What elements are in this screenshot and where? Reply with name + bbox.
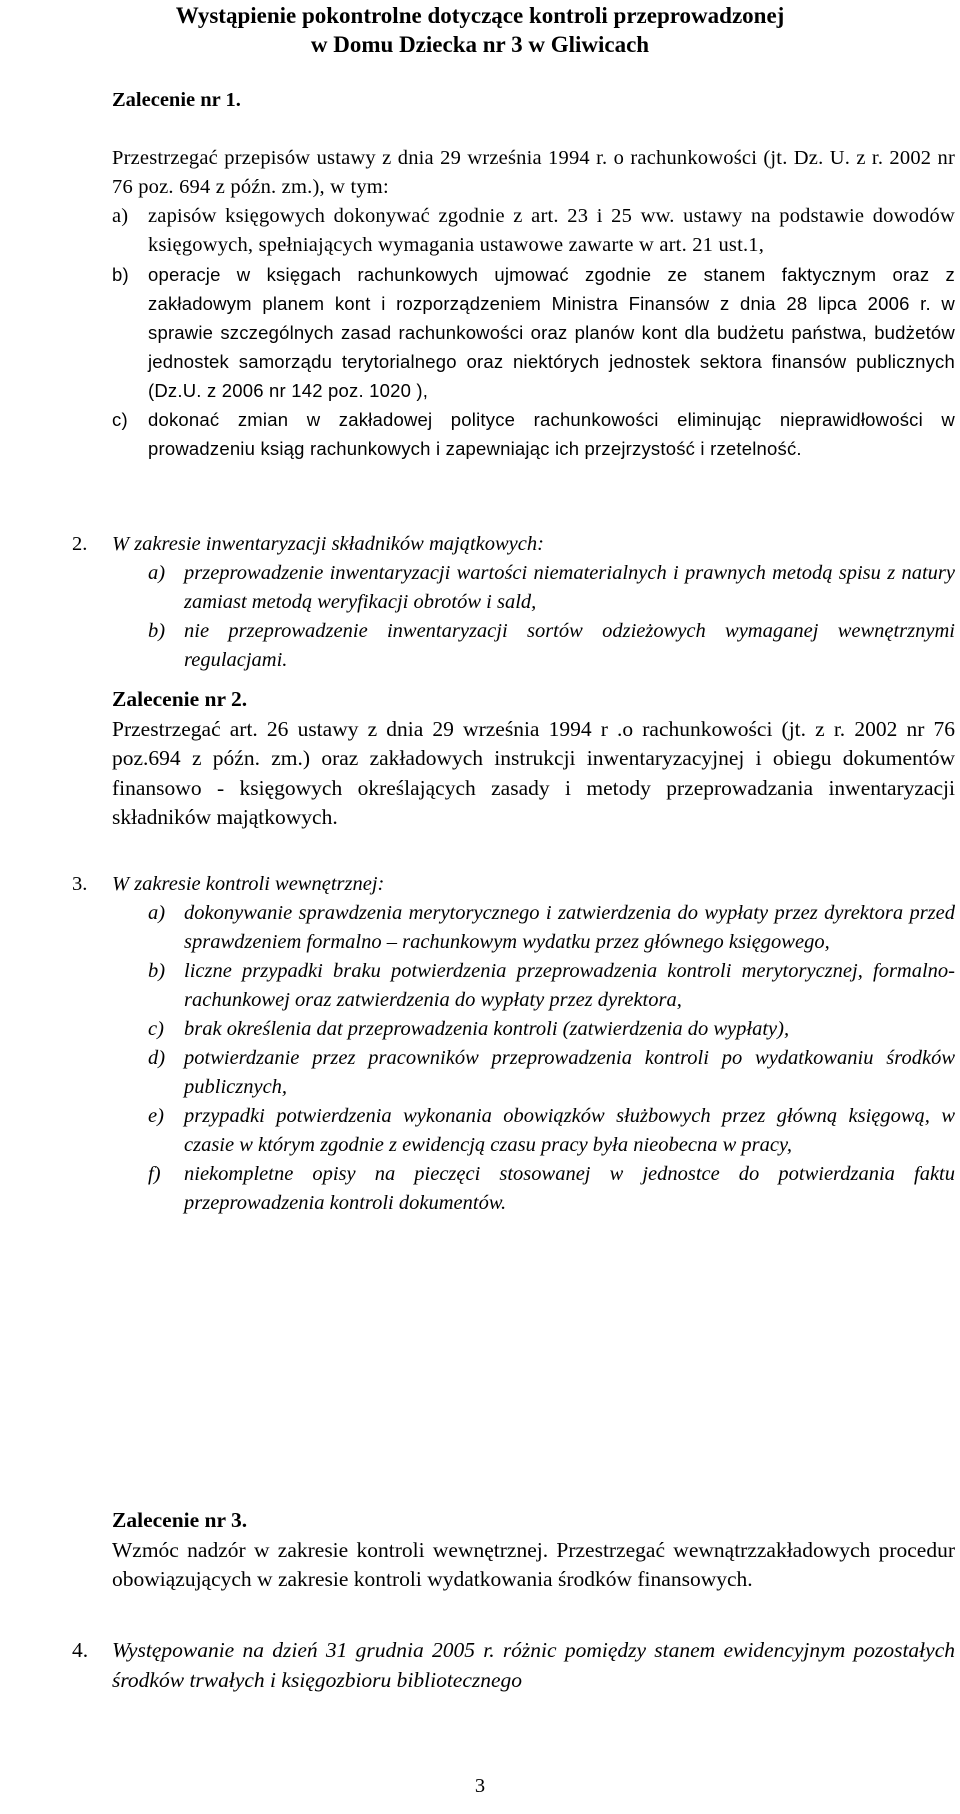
recommendation-1-title: Zalecenie nr 1.	[112, 89, 241, 111]
page-header	[0, 0, 960, 59]
recommendation-2-text: Przestrzegać art. 26 ustawy z dnia 29 września 1994 r .o rachunkowości (jt. z r. 2002 nr 76 poz.694 z późn. zm.) oraz zakładowych instrukcji inwentaryzacyjnej i obiegu dokumentów finansowo - księgowych określających zasady i metody przeprowadzania inwentaryzacji składników majątkowych.	[112, 716, 955, 829]
recommendation-1	[112, 86, 955, 463]
list-item-text: dokonać zmian w zakładowej polityce rachunkowości eliminując nieprawidłowości w prowadzeniu ksiąg rachunkowych i zapewniając ich przejrzystość i rzetelność.	[148, 409, 955, 459]
page-number: 3	[474, 1775, 486, 1797]
section-title: W zakresie inwentaryzacji składników majątkowych:	[112, 533, 544, 555]
list-item	[112, 260, 955, 405]
recommendation-2	[112, 685, 955, 833]
section-number: 4.	[72, 1638, 89, 1662]
list-item-label: a)	[112, 205, 129, 227]
list-item	[148, 559, 955, 617]
list-item-text: nie przeprowadzenie inwentaryzacji sortów odzieżowych wymaganej wewnętrznymi regulacjami.	[184, 620, 955, 671]
recommendation-3-text: Wzmóc nadzór w zakresie kontroli wewnętrznej. Przestrzegać wewnątrzzakładowych procedur obowiązujących w zakresie kontroli wydatkowania środków finansowych.	[112, 1537, 955, 1591]
list-item-label: d)	[148, 1047, 166, 1069]
recommendation-3	[112, 1506, 955, 1595]
section-2	[72, 530, 955, 675]
list-item	[112, 405, 955, 463]
list-item-label: b)	[148, 960, 166, 982]
list-item	[148, 1102, 955, 1160]
list-item	[148, 1044, 955, 1102]
recommendation-1-list	[112, 202, 955, 463]
header-line-1: Wystąpienie pokontrolne dotyczące kontroli przeprowadzonej	[175, 3, 785, 28]
list-item-text: zapisów księgowych dokonywać zgodnie z art. 23 i 25 ww. ustawy na podstawie dowodów księgowych, spełniających wymagania ustawowe zawarte w art. 21 ust.1,	[148, 205, 955, 256]
section-3-heading	[72, 870, 955, 899]
section-4-heading	[72, 1636, 955, 1695]
section-3-list	[112, 899, 955, 1218]
list-item	[148, 957, 955, 1015]
list-item	[148, 1160, 955, 1218]
section-2-list	[112, 559, 955, 675]
section-number: 2.	[72, 533, 88, 555]
header-line-2: w Domu Dziecka nr 3 w Gliwicach	[310, 32, 650, 57]
list-item-text: przeprowadzenie inwentaryzacji wartości niematerialnych i prawnych metodą spisu z natury zamiast metodą weryfikacji obrotów i sald,	[184, 562, 955, 613]
list-item-label: c)	[112, 409, 128, 430]
list-item-label: c)	[148, 1018, 164, 1040]
list-item-label: e)	[148, 1105, 164, 1127]
section-title: W zakresie kontroli wewnętrznej:	[112, 873, 385, 895]
section-3	[72, 870, 955, 1218]
list-item-label: a)	[148, 902, 166, 924]
recommendation-2-title: Zalecenie nr 2.	[112, 687, 248, 711]
section-2-heading	[72, 530, 955, 559]
list-item-text: operacje w księgach rachunkowych ujmować zgodnie ze stanem faktycznym oraz z zakładowym planem kont i rozporządzeniem Ministra Finansów z dnia 28 lipca 2006 r. w sprawie szczególnych zasad rachunkowości oraz planów kont dla budżetu państwa, budżetów jednostek samorządu terytorialnego oraz niektórych jednostek sektora finansów publicznych (Dz.U. z 2006 nr 142 poz. 1020 ),	[148, 264, 955, 401]
list-item	[148, 899, 955, 957]
list-item-text: brak określenia dat przeprowadzenia kontroli (zatwierdzenia do wypłaty),	[184, 1018, 790, 1040]
list-item-text: potwierdzanie przez pracowników przeprowadzenia kontroli po wydatkowaniu środków publicznych,	[184, 1047, 955, 1098]
list-item	[148, 617, 955, 675]
list-item-text: liczne przypadki braku potwierdzenia przeprowadzenia kontroli merytorycznej, formalno-rachunkowej oraz zatwierdzenia do wypłaty przez dyrektora,	[184, 960, 955, 1011]
list-item-text: niekompletne opisy na pieczęci stosowanej w jednostce do potwierdzania faktu przeprowadzenia kontroli dokumentów.	[184, 1163, 955, 1214]
list-item-label: b)	[112, 264, 129, 285]
list-item	[112, 202, 955, 260]
section-4-text: Występowanie na dzień 31 grudnia 2005 r. różnic pomiędzy stanem ewidencyjnym pozostałych środków trwałych i księgozbioru bibliotecznego	[112, 1638, 955, 1692]
list-item	[148, 1015, 955, 1044]
list-item-label: b)	[148, 620, 166, 642]
section-4	[72, 1636, 955, 1695]
recommendation-3-title: Zalecenie nr 3.	[112, 1508, 248, 1532]
list-item-text: przypadki potwierdzenia wykonania obowiązków służbowych przez główną księgową, w czasie w którym zgodnie z ewidencją czasu pracy była nieobecna w pracy,	[184, 1105, 955, 1156]
recommendation-1-intro: Przestrzegać przepisów ustawy z dnia 29 września 1994 r. o rachunkowości (jt. Dz. U. z r. 2002 nr 76 poz. 694 z późn. zm.), w tym:	[112, 147, 955, 198]
list-item-label: a)	[148, 562, 166, 584]
section-number: 3.	[72, 873, 88, 895]
list-item-text: dokonywanie sprawdzenia merytorycznego i zatwierdzenia do wypłaty przez dyrektora przed sprawdzeniem formalno – rachunkowym wydatku przez głównego księgowego,	[184, 902, 955, 953]
list-item-label: f)	[148, 1163, 161, 1185]
